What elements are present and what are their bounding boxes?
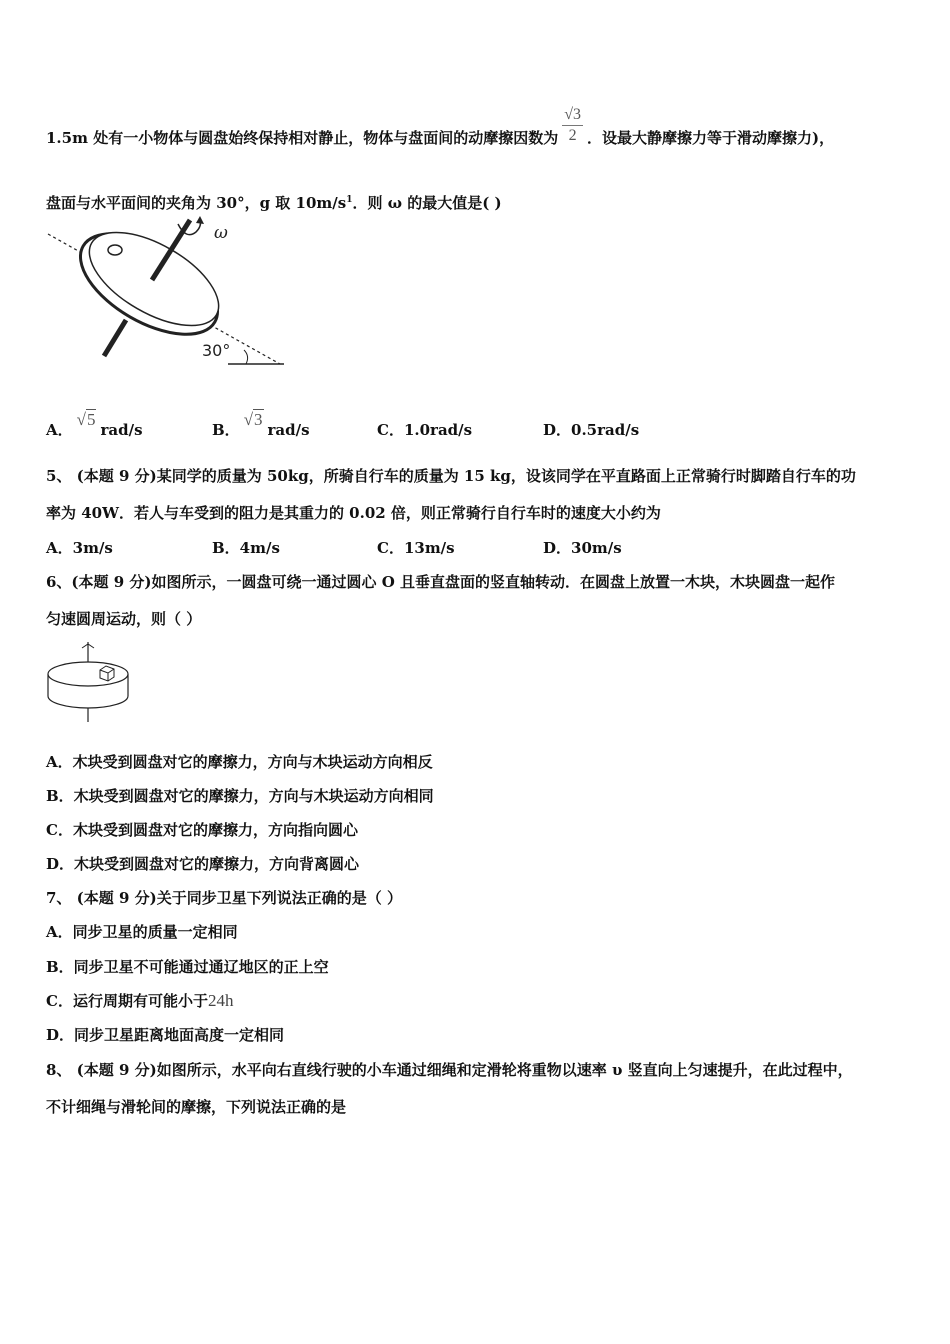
q6-turntable-figure bbox=[44, 638, 136, 724]
q5-option-b[interactable]: B．4m/s bbox=[212, 539, 280, 557]
q7-option-a[interactable]: A．同步卫星的质量一定相同 bbox=[46, 923, 238, 941]
sqrt-3: √3 bbox=[243, 410, 263, 429]
q7-option-b[interactable]: B．同步卫星不可能通过通辽地区的正上空 bbox=[46, 958, 329, 976]
q5-option-c[interactable]: C．13m/s bbox=[377, 539, 455, 557]
turntable-top bbox=[48, 662, 128, 686]
q6-option-b[interactable]: B．木块受到圆盘对它的摩擦力，方向与木块运动方向相同 bbox=[46, 787, 434, 805]
q4-inclined-disk-figure bbox=[44, 216, 289, 370]
q5-option-d[interactable]: D．30m/s bbox=[543, 539, 622, 557]
q4-line1-text: 1.5m 处有一小物体与圆盘始终保持相对静止，物体与盘面间的动摩擦因数为 bbox=[46, 129, 559, 147]
q5-option-a[interactable]: A．3m/s bbox=[46, 539, 113, 557]
q7-option-c-math: 24h bbox=[207, 991, 234, 1010]
q6-option-a[interactable]: A．木块受到圆盘对它的摩擦力，方向与木块运动方向相反 bbox=[46, 753, 433, 771]
q4-line1 bbox=[46, 105, 835, 148]
q8-line2: 不计细绳与滑轮间的摩擦，下列说法正确的是 bbox=[46, 1098, 347, 1116]
q4-fraction bbox=[562, 105, 583, 146]
q7-option-c[interactable]: C．运行周期有可能小于24h bbox=[46, 991, 234, 1010]
q6-option-c[interactable]: C．木块受到圆盘对它的摩擦力，方向指向圆心 bbox=[46, 821, 358, 839]
q4-line2-text-post: ．则 ω 的最大值是( ) bbox=[352, 194, 502, 212]
q6-option-d[interactable]: D．木块受到圆盘对它的摩擦力，方向背离圆心 bbox=[46, 855, 360, 873]
q4-fraction-denominator: 2 bbox=[568, 126, 577, 144]
angle-arc bbox=[244, 350, 248, 364]
q4-line1-text-post: ．设最大静摩擦力等于滑动摩擦力)， bbox=[586, 129, 835, 147]
q4-option-a[interactable]: A．√5rad/s bbox=[46, 410, 143, 439]
small-object bbox=[108, 245, 122, 255]
q7-option-d[interactable]: D．同步卫星距离地面高度一定相同 bbox=[46, 1026, 285, 1044]
q8-line1: 8、 (本题 9 分)如图所示，水平向右直线行驶的小车通过细绳和定滑轮将重物以速率 υ 竖直向上匀速提升，在此过程中， bbox=[46, 1061, 853, 1079]
sqrt-5: √5 bbox=[76, 410, 96, 429]
q5-line2: 率为 40W．若人与车受到的阻力是其重力的 0.02 倍，则正常骑行自行车时的速度大小约为 bbox=[46, 504, 661, 522]
q4-line2-superscript: 1 bbox=[346, 195, 353, 205]
axle-lower bbox=[104, 320, 126, 356]
angle-label: 30° bbox=[202, 341, 231, 360]
q4-option-c[interactable]: C．1.0rad/s bbox=[377, 421, 473, 439]
q4-option-d[interactable]: D．0.5rad/s bbox=[543, 421, 640, 439]
q4-fraction-numerator: √3 bbox=[562, 105, 583, 126]
omega-label: ω bbox=[214, 223, 228, 243]
q5-line1: 5、 (本题 9 分)某同学的质量为 50kg，所骑自行车的质量为 15 kg，设该同学在平直路面上正常骑行时脚踏自行车的功 bbox=[46, 467, 856, 485]
q6-line2: 匀速圆周运动，则（ ） bbox=[46, 610, 202, 628]
q4-line2-text: 盘面与水平面间的夹角为 30°，g 取 10m/s bbox=[46, 194, 347, 212]
q4-line2 bbox=[46, 190, 502, 213]
rotation-arrow-head bbox=[196, 216, 204, 224]
q4-option-b[interactable]: B．√3rad/s bbox=[212, 410, 310, 439]
q6-line1: 6、(本题 9 分)如图所示，一圆盘可绕一通过圆心 O 且垂直盘面的竖直轴转动．在圆盘上放置一木块，木块圆盘一起作 bbox=[46, 573, 836, 591]
q7-line1: 7、 (本题 9 分)关于同步卫星下列说法正确的是（ ） bbox=[46, 889, 402, 907]
wooden-block bbox=[100, 666, 114, 681]
